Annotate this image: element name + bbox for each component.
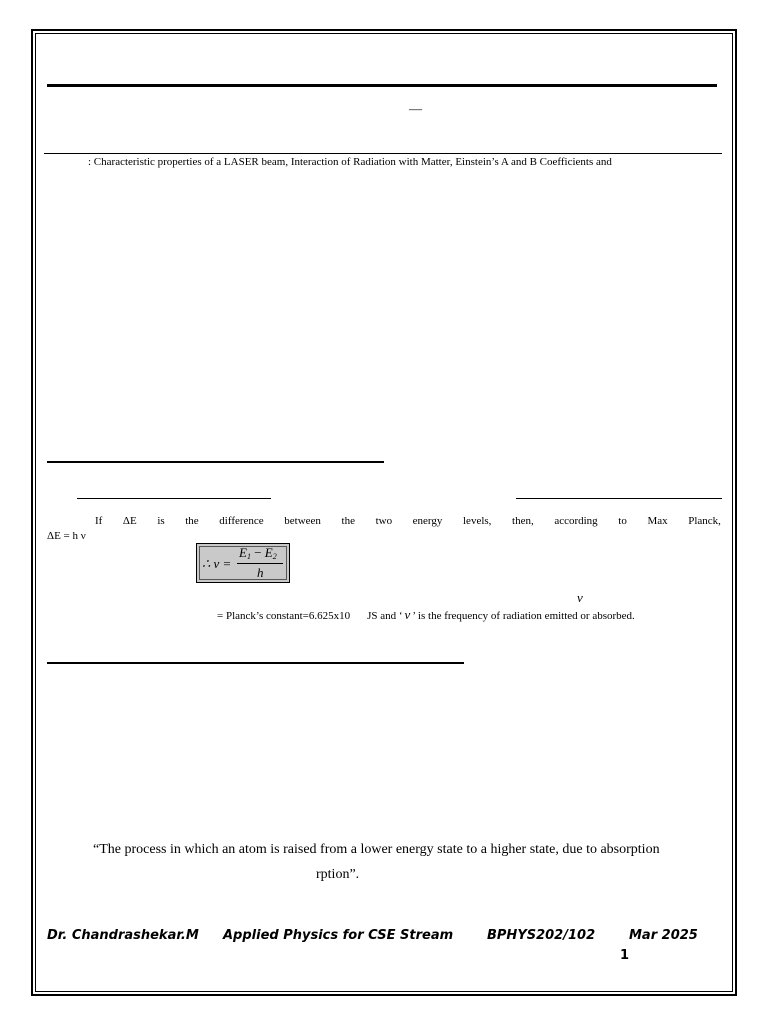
page-number: 1 [620, 948, 630, 963]
absorption-definition-line1: “The process in which an atom is raised from a lower energy state to a higher state, due to absorption [93, 842, 660, 857]
planck-paragraph-line2: ΔE = h ν [47, 530, 86, 542]
equation-lhs: ∴ ν = [202, 556, 232, 571]
nu-symbol: ν [577, 590, 583, 605]
syllabus-rule [44, 153, 722, 154]
frequency-equation-box [196, 543, 290, 583]
subsection-rule-right [516, 498, 722, 499]
footer-code: BPHYS202/102 [487, 928, 596, 943]
equation-numerator: $E_1 - E_2$ [239, 545, 277, 561]
footer-date: Mar 2025 [629, 928, 698, 943]
absorption-definition-line2: rption”. [316, 867, 360, 882]
footer-course: Applied Physics for CSE Stream [223, 928, 454, 943]
section-rule-1 [47, 461, 384, 463]
section-rule-2 [47, 662, 464, 664]
syllabus-text: : Characteristic properties of a LASER beam, Interaction of Radiation with Matter, Einstein’s A and B Coefficients and [88, 156, 612, 168]
equation-denominator: h [257, 565, 264, 580]
planck-paragraph-line1: If ΔE is the difference between the two energy levels, then, according to Max Planck, [95, 515, 721, 527]
footer-author: Dr. Chandrashekar.M [47, 928, 199, 943]
subsection-rule-left [77, 498, 271, 499]
planck-constant-definition: = Planck’s constant=6.625x10 JS and ‘ ν ’ is the frequency of radiation emitted or absorbed. [217, 607, 635, 622]
fraction-bar [237, 563, 283, 564]
title-dash: — [409, 101, 422, 116]
title-rule [47, 84, 717, 87]
